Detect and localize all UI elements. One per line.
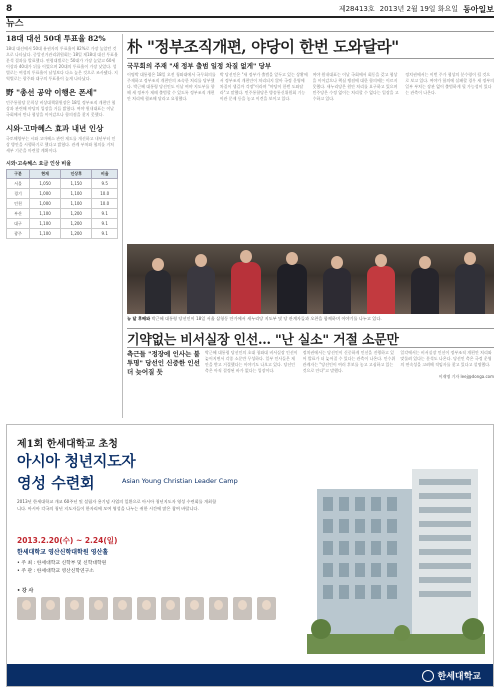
table-cell: 인천 — [7, 199, 30, 209]
left-body-1: 18대 대선에서 50대 유권자의 투표율이 82%로 가장 높았던 것으로 나타났다. 중앙선거관리위원회는 18일 제18대 대선 투표율 분석 결과를 발표했다. 연령대별로는 50대가 가장 높았고 60세 이상과 40대가 뒤를 이었으며 20대의 투표율이 가장 낮았다. 성별로는 여성의 투표율이 남성보다 다소 높은 것으로 조사됐다. 지역별로는 광주와 대구의 투표율이 높게 나타났다. — [6, 46, 118, 81]
table-cell: 10.0 — [92, 199, 118, 209]
speaker-photo — [185, 597, 204, 620]
photo-person — [145, 270, 171, 314]
table-header: 구분 — [7, 170, 30, 179]
page-header — [6, 3, 494, 15]
advertisement — [6, 424, 494, 687]
main-paragraph: 이명박 대통령은 18일 오전 청와대에서 국무회의를 주재하고 정부조직 개편안의 조속한 처리를 당부했다. 박근혜 대통령 당선인도 이날 여야 지도부를 향해 새 정부가 제때 출범할 수 있도록 정부조직 개편안 처리에 협조해 달라고 요청했다. — [127, 72, 216, 101]
photo-person — [323, 268, 351, 314]
page-number: 8 — [6, 4, 13, 14]
speaker-photo — [41, 597, 60, 620]
second-body-column — [400, 350, 494, 418]
left-column — [6, 34, 118, 418]
table-cell: 1,200 — [61, 209, 92, 219]
university-seal-icon — [422, 670, 434, 682]
ad-english-title: Asian Young Christian Leader Camp — [122, 477, 238, 485]
section-bar — [6, 16, 494, 32]
ad-lead-text: 2013년 한세대학교 개교 60주년 및 설립자 용기념 사업의 일환으로 아시아 청년지도자 영성 수련회를 개최합니다. 아시아 각국의 청년 지도자들이 한자리에 모여 영성을 나누는 귀한 시간에 많은 참여 바랍니다. — [17, 499, 217, 511]
photo-person — [367, 266, 395, 314]
speaker-photos — [17, 597, 276, 620]
speaker-photo — [89, 597, 108, 620]
table-cell: 광주 — [7, 229, 30, 239]
second-headline-box — [127, 328, 494, 348]
speaker-photo — [113, 597, 132, 620]
building-illustration — [307, 429, 485, 654]
header-info — [339, 4, 494, 15]
university-name: 한세대학교 — [437, 672, 481, 682]
table-cell: 9.1 — [92, 229, 118, 239]
main-body-column — [127, 72, 216, 242]
second-subheadline-box — [127, 350, 201, 377]
photo-person — [231, 262, 261, 314]
table-cell: 1,150 — [61, 179, 92, 189]
table-header: 비율 — [92, 170, 118, 179]
photo-person — [455, 264, 485, 314]
table-header: 인상후 — [61, 170, 92, 179]
table-cell: 9.1 — [92, 219, 118, 229]
second-paragraph: 박근혜 대통령 당선인의 초대 청와대 비서실장 인선이 늦어지면서 각종 소문만 무성하다. 일부 인사들은 제안을 받고 거절했다는 이야기도 나오고 있다. 당선인 측은 아직 결정된 바가 없다는 입장이다. — [205, 350, 298, 373]
table-cell: 9.5 — [92, 179, 118, 189]
ad-line-1: 제1회 한세대학교 초청 — [17, 439, 118, 450]
table-cell: 경기 — [7, 189, 30, 199]
table-cell: 1,100 — [61, 189, 92, 199]
ad-speakers-label: • 강 사 — [17, 588, 34, 594]
table-row — [7, 229, 118, 239]
main-article-head — [127, 34, 494, 59]
ad-line-2: 아시아 청년지도자 — [17, 452, 136, 470]
table-row — [7, 199, 118, 209]
newspaper-name: 동아일보 — [463, 3, 494, 14]
main-body — [127, 72, 494, 242]
table-row — [7, 219, 118, 229]
main-paragraph: 박 당선인은 "새 정부가 출범을 앞두고 있는 상황에서 정부조직 개편안이 처리되지 않아 국정 운영에 차질이 생길까 걱정"이라며 "야당이 한번 도와달라"고 말했다. 민주통합당은 방송통신위원회 기능 이관 문제 등을 놓고 이견을 보이고 있다. — [219, 72, 308, 101]
main-body-column — [313, 72, 402, 242]
main-body-column — [220, 72, 309, 242]
main-paragraph: 정치권에서는 이번 주가 협상의 분수령이 될 것으로 보고 있다. 여야가 합의에 실패할 경우 새 정부의 일부 부처는 장관 없이 출범하게 될 가능성이 있다는 관측이 나온다. — [405, 72, 494, 95]
ad-venue: 한세대학교 영산신학대학원 영산홀 — [17, 549, 109, 556]
column-divider — [122, 34, 123, 418]
table-cell: 1,000 — [30, 189, 61, 199]
table-cell: 1,000 — [30, 199, 61, 209]
table-cell: 9.1 — [92, 209, 118, 219]
speaker-photo — [209, 597, 228, 620]
second-body-column — [303, 350, 397, 418]
table-cell: 10.0 — [92, 189, 118, 199]
speaker-photo — [233, 597, 252, 620]
table-cell: 대구 — [7, 219, 30, 229]
speaker-photo — [257, 597, 276, 620]
photo-caption — [127, 316, 494, 322]
ad-organizer: • 주 관 : 한세대학교 영산신학연구소 — [17, 569, 94, 574]
speaker-photo — [17, 597, 36, 620]
main-headline-box — [127, 34, 494, 59]
table-cell: 1,050 — [30, 179, 61, 189]
caption-text: 박근혜 대통령 당선인이 18일 서울 삼청동 안가에서 새누리당 지도부 및 당 관계자들과 오찬을 함께하며 이야기를 나누고 있다. — [151, 316, 382, 321]
left-body-3: 국토해양부는 시와 고마혜스 관련 제도를 개선하고 내년부터 인상 방안을 시행하기로 했다고 밝혔다. 관계 부처와 협의를 거쳐 세부 기준을 마련할 계획이다. — [6, 136, 116, 153]
left-body-2: 민주통합당 문희상 비상대책위원장은 18일 정부조직 개편안 협상과 관련해 야당의 입장을 거듭 밝혔다. 여야 원내대표는 이날 국회에서 만나 협상을 이어갔으나 합의점을 찾지 못했다. — [6, 100, 116, 117]
table-row — [7, 179, 118, 189]
table-cell: 부산 — [7, 209, 30, 219]
left-headline-1: 18대 대선 50대 투표율 82% — [6, 34, 106, 43]
ad-host: • 주 최 : 한세대학교 신학부 및 신학대학원 — [17, 561, 107, 566]
speaker-photo — [161, 597, 180, 620]
table-title: 시와·고속혜스 요금 인상 비율 — [6, 161, 72, 167]
table-cell: 서울 — [7, 179, 30, 189]
main-subheadline: 국무회의 주재 "새 정부 출범 일정 차질 없게" 당부 — [127, 62, 272, 70]
table-cell: 1,100 — [61, 199, 92, 209]
table-cell: 1,100 — [30, 219, 61, 229]
issue-date: 2013년 2월 19일 화요일 — [379, 5, 459, 13]
caption-title: 뉴 달 후배와 — [127, 316, 151, 321]
left-headline-3: 시와·고마혜스 효과 내년 인상 — [6, 124, 104, 133]
news-photo — [127, 244, 494, 314]
left-headline-2: 野 "총선 공약 이행은 폰세" — [6, 88, 97, 97]
second-paragraph: 정치권에서는 당선인이 신중하게 인선을 진행하고 있어 발표가 더 늦어질 수 있다는 관측이 나온다. 인수위 관계자는 "당선인이 여러 후보를 놓고 고심하고 있는 것으로 안다"고 말했다. — [302, 350, 396, 373]
photo-person — [187, 266, 215, 314]
speaker-photo — [65, 597, 84, 620]
photo-person — [411, 268, 439, 314]
main-subheadline-box — [127, 62, 494, 71]
second-subheadline: 측근들 "정장에 인사는 불투명" 당선인 신중한 인선 더 늦어질 듯 — [127, 350, 200, 376]
fare-table — [6, 169, 118, 239]
table-cell: 1,100 — [30, 209, 61, 219]
table-cell: 1,200 — [61, 219, 92, 229]
table-row — [7, 189, 118, 199]
main-headline: 朴 "정부조직개편, 야당이 한번 도와달라" — [127, 37, 399, 56]
table-cell: 1,100 — [30, 229, 61, 239]
photo-person — [277, 264, 307, 314]
table-header: 현재 — [30, 170, 61, 179]
main-paragraph: 여야 원내대표는 이날 국회에서 회동을 갖고 협상을 이어갔으나 핵심 쟁점에 대한 합의에는 이르지 못했다. 새누리당은 원안 처리를 요구하고 있으며 민주당은 수정 없이는 처리할 수 없다는 입장을 고수하고 있다. — [312, 72, 399, 101]
section-name: 뉴스 — [6, 19, 24, 29]
second-body — [205, 350, 494, 418]
table-row — [7, 209, 118, 219]
ad-dates: 2013.2.20(수) ~ 2.24(일) — [17, 536, 118, 545]
byline: 이재명 기자 leej@donga.com — [438, 374, 495, 379]
second-paragraph: 일각에서는 비서실장 인선이 정부조직 개편안 처리와 맞물려 있다는 분석도 나온다. 당선인 측은 국정 운영의 연속성을 고려해 적임자를 찾고 있다고 설명했다. — [400, 350, 492, 367]
edition-number: 제28413호 — [338, 5, 375, 13]
university-logo — [422, 669, 481, 682]
ad-line-3: 영성 수련회 — [17, 474, 95, 492]
table-cell: 1,200 — [61, 229, 92, 239]
second-headline: 기약없는 비서실장 인선… "난 실소" 거절 소문만 — [127, 332, 399, 348]
ad-footer — [7, 664, 493, 686]
speaker-photo — [137, 597, 156, 620]
second-body-column — [205, 350, 299, 418]
ad-info — [17, 560, 106, 576]
main-body-column — [405, 72, 494, 242]
